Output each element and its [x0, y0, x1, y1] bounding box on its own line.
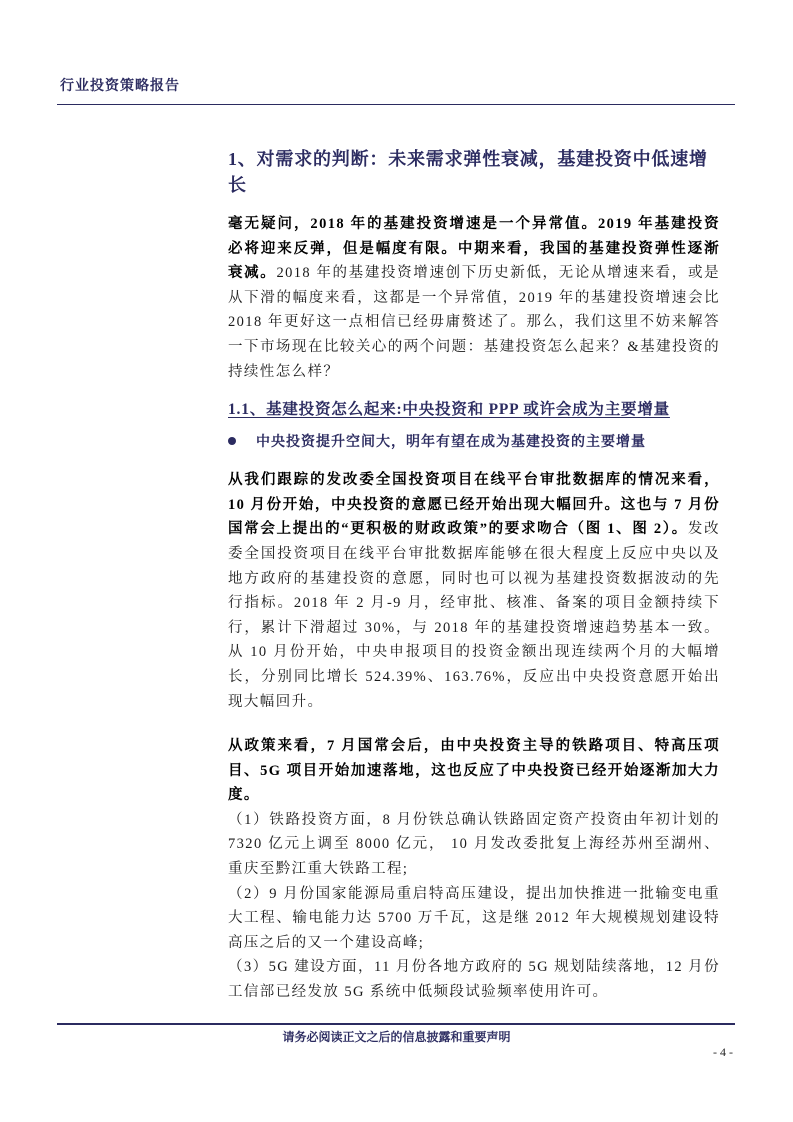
- intro-text: 2018 年的基建投资增速创下历史新低，无论从增速来看，或是从下滑的幅度来看，这都是一个异常值，2019 年的基建投资增速会比 2018 年更好这一点相信已经毋庸赘述了。那么，我们这里不妨来解答一下市场现在比较关心的两个问题：基建投资怎么起来？&基建投资的持续性怎么样？: [228, 265, 720, 380]
- footer-disclaimer: 请务必阅读正文之后的信息披露和重要声明: [282, 1030, 511, 1044]
- central-investment-paragraph: [228, 468, 720, 714]
- list-item-railway: （1）铁路投资方面，8 月份铁总确认铁路固定资产投资由年初计划的 7320 亿元上调至 8000 亿元， 10 月发改委批复上海经苏州至湖州、重庆至黔江重大铁路工程;: [228, 811, 720, 878]
- bullet-point: [228, 432, 720, 454]
- main-content: [228, 146, 720, 1005]
- bullet-text: 中央投资提升空间大，明年有望在成为基建投资的主要增量: [256, 435, 646, 451]
- paragraph-text: 发改委全国投资项目在线平台审批数据库能够在很大程度上反应中央以及地方政府的基建投资的意愿，同时也可以视为基建投资数据波动的先行指标。2018 年 2 月-9 月，经审批、核准、备案的项目金额持续下行，累计下滑超过 30%，与 2018 年的基建投资增速趋势基本一致。从 10 月份开始，中央申报项目的投资金额出现连续两个月的大幅增长，分别同比增长 524.39%、163.76%，反应出中央投资意愿开始出现大幅回升。: [228, 521, 720, 710]
- list-item-5g: （3）5G 建设方面，11 月份各地方政府的 5G 规划陆续落地，12 月份工信部已经发放 5G 系统中低频段试验频率使用许可。: [228, 959, 720, 1001]
- policy-bold-text: 从政策来看，7 月国常会后，由中央投资主导的铁路项目、特高压项目、5G 项目开始加速落地，这也反应了中央投资已经开始逐渐加大力度。: [228, 738, 720, 804]
- footer-divider: [57, 1023, 735, 1025]
- report-type-header: 行业投资策略报告: [60, 79, 180, 94]
- intro-paragraph: [228, 212, 720, 384]
- bullet-dot-icon: [228, 437, 236, 445]
- intro-bold-text: 毫无疑问，2018 年的基建投资增速是一个异常值。2019 年基建投资必将迎来反弹，但是幅度有限。中期来看，我国的基建投资弹性逐渐衰减。: [228, 216, 720, 282]
- header-divider: [57, 104, 735, 105]
- list-item-uhv: （2）9 月份国家能源局重启特高压建设，提出加快推进一批输变电重大工程、输电能力达 5700 万千瓦，这是继 2012 年大规模规划建设特高压之后的又一个建设高峰;: [228, 885, 720, 951]
- subsection-heading: 1.1、基建投资怎么起来:中央投资和 PPP 或许会成为主要增量: [228, 401, 670, 419]
- page-number: - 4 -: [713, 1045, 733, 1059]
- paragraph-bold-text: 从我们跟踪的发改委全国投资项目在线平台审批数据库的情况来看，10 月份开始，中央投资的意愿已经开始出现大幅回升。这也与 7 月份国常会上提出的“更积极的财政政策”的要求吻合（图 1、图 2）。: [228, 472, 720, 538]
- policy-paragraph: [228, 734, 720, 1005]
- section-heading: 1、对需求的判断：未来需求弹性衰减，基建投资中低速增长: [228, 149, 708, 195]
